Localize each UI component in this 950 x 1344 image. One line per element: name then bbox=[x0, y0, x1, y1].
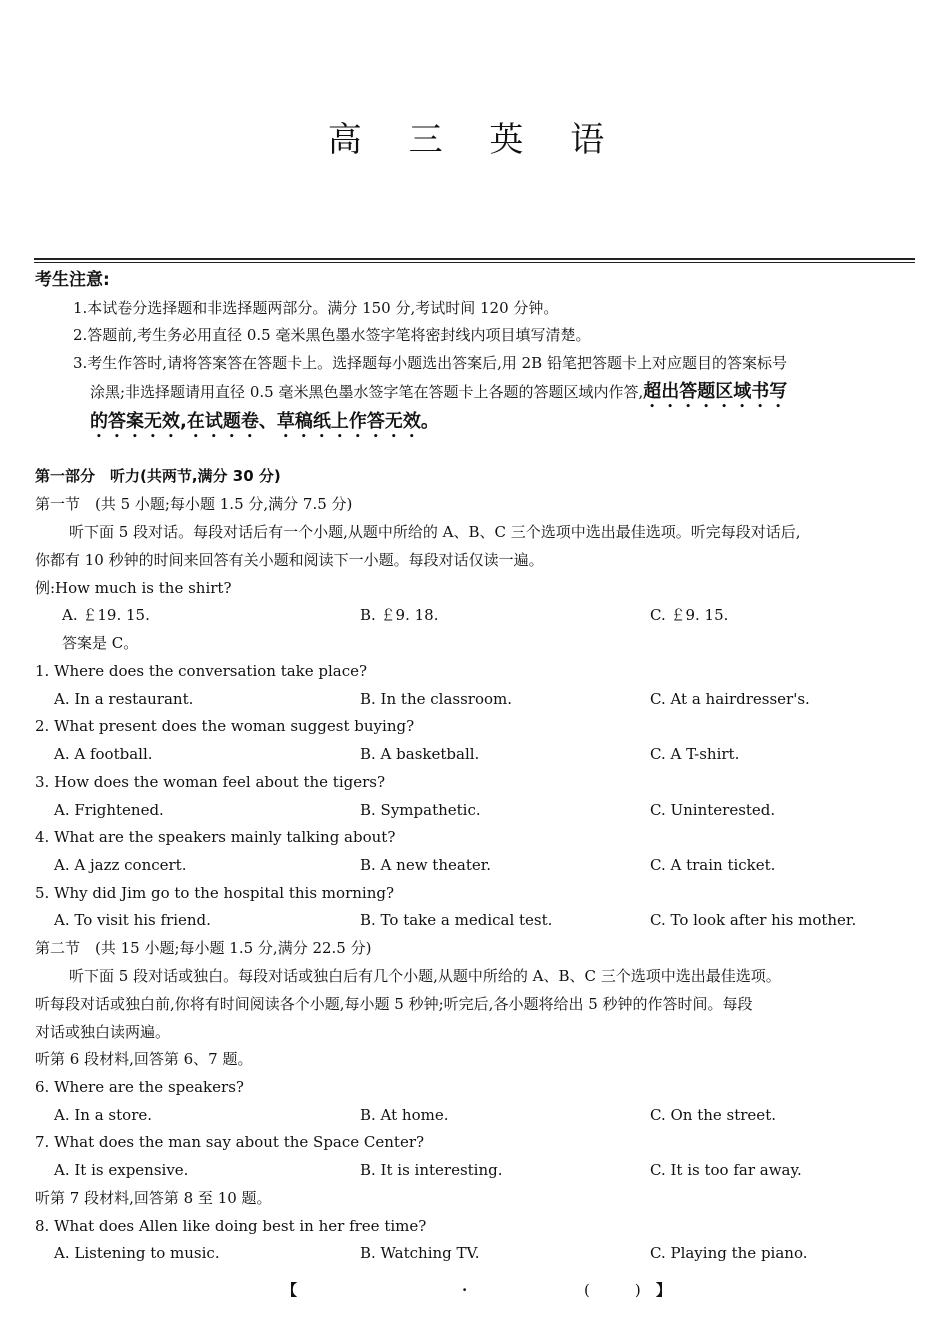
section2-instruction-line-3: 对话或独白读两遍。 bbox=[35, 1023, 171, 1041]
top-double-rule-thin bbox=[34, 262, 915, 263]
example-option-c: C. ￡9. 15. bbox=[650, 606, 729, 624]
q8-option-a: A. Listening to music. bbox=[54, 1244, 220, 1262]
question-6: 6. Where are the speakers? bbox=[35, 1078, 244, 1096]
q3-option-c: C. Uninterested. bbox=[650, 801, 776, 819]
section1-instruction-line-1: 听下面 5 段对话。每段对话后有一个小题,从题中所给的 A、B、C 三个选项中选出最佳选项。听完每段对话后, bbox=[69, 523, 801, 541]
notice-item-3-line-2 bbox=[35, 378, 950, 412]
footer-right-bracket: 】 bbox=[656, 1281, 672, 1299]
q6-option-a: A. In a store. bbox=[54, 1106, 153, 1124]
top-double-rule bbox=[34, 258, 915, 260]
q2-option-b: B. A basketball. bbox=[360, 745, 480, 763]
q1-option-a: A. In a restaurant. bbox=[54, 690, 194, 708]
q3-option-a: A. Frightened. bbox=[54, 801, 164, 819]
question-8: 8. What does Allen like doing best in her free time? bbox=[35, 1217, 427, 1235]
q7-option-c: C. It is too far away. bbox=[650, 1161, 802, 1179]
example-option-a: A. ￡19. 15. bbox=[62, 606, 150, 624]
notice-item-2: 2.答题前,考生务必用直径 0.5 毫米黑色墨水签字笔将密封线内项目填写清楚。 bbox=[73, 326, 591, 344]
q3-option-b: B. Sympathetic. bbox=[360, 801, 481, 819]
notice-item-3-line-3 bbox=[35, 408, 950, 442]
q6-option-c: C. On the street. bbox=[650, 1106, 776, 1124]
example-answer: 答案是 C。 bbox=[62, 634, 139, 652]
notice-item-3-emphasis-b: 的答案无效,在试题卷、草稿纸上作答无效。 bbox=[90, 411, 439, 432]
q8-option-b: B. Watching TV. bbox=[360, 1244, 480, 1262]
q2-option-c: C. A T-shirt. bbox=[650, 745, 740, 763]
notice-heading: 考生注意: bbox=[35, 270, 110, 290]
q1-option-c: C. At a hairdresser's. bbox=[650, 690, 810, 708]
question-4: 4. What are the speakers mainly talking about? bbox=[35, 828, 396, 846]
material-6-heading: 听第 6 段材料,回答第 6、7 题。 bbox=[35, 1050, 253, 1068]
question-3: 3. How does the woman feel about the tigers? bbox=[35, 773, 386, 791]
q4-option-c: C. A train ticket. bbox=[650, 856, 776, 874]
notice-item-3-plain: 涂黑;非选择题请用直径 0.5 毫米黑色墨水签字笔在答题卡上各题的答题区域内作答, bbox=[90, 383, 644, 401]
material-7-heading: 听第 7 段材料,回答第 8 至 10 题。 bbox=[35, 1189, 272, 1207]
page-title: 高 三 英 语 bbox=[327, 120, 623, 160]
q2-option-a: A. A football. bbox=[54, 745, 153, 763]
question-1: 1. Where does the conversation take place? bbox=[35, 662, 368, 680]
section2-heading: 第二节 (共 15 小题;每小题 1.5 分,满分 22.5 分) bbox=[35, 939, 372, 957]
footer-paren: ( ) bbox=[584, 1281, 641, 1299]
question-5: 5. Why did Jim go to the hospital this morning? bbox=[35, 884, 394, 902]
question-7: 7. What does the man say about the Space Center? bbox=[35, 1133, 425, 1151]
q4-option-b: B. A new theater. bbox=[360, 856, 492, 874]
footer-dot: · bbox=[462, 1281, 468, 1299]
part1-heading: 第一部分 听力(共两节,满分 30 分) bbox=[35, 467, 281, 485]
notice-item-1: 1.本试卷分选择题和非选择题两部分。满分 150 分,考试时间 120 分钟。 bbox=[73, 299, 559, 317]
example-option-b: B. ￡9. 18. bbox=[360, 606, 439, 624]
q4-option-a: A. A jazz concert. bbox=[54, 856, 187, 874]
notice-item-3-emphasis-a: 超出答题区域书写 bbox=[643, 381, 788, 402]
footer-left-bracket: 【 bbox=[282, 1281, 298, 1299]
q8-option-c: C. Playing the piano. bbox=[650, 1244, 808, 1262]
example-question: 例:How much is the shirt? bbox=[35, 579, 232, 597]
section1-instruction-line-2: 你都有 10 秒钟的时间来回答有关小题和阅读下一小题。每段对话仅读一遍。 bbox=[35, 551, 544, 569]
notice-item-3-line-1: 3.考生作答时,请将答案答在答题卡上。选择题每小题选出答案后,用 2B 铅笔把答题卡上对应题目的答案标号 bbox=[73, 354, 787, 372]
q7-option-a: A. It is expensive. bbox=[54, 1161, 189, 1179]
section2-instruction-line-1: 听下面 5 段对话或独白。每段对话或独白后有几个小题,从题中所给的 A、B、C 三个选项中选出最佳选项。 bbox=[69, 967, 781, 985]
q6-option-b: B. At home. bbox=[360, 1106, 449, 1124]
q5-option-b: B. To take a medical test. bbox=[360, 911, 553, 929]
q7-option-b: B. It is interesting. bbox=[360, 1161, 503, 1179]
q5-option-c: C. To look after his mother. bbox=[650, 911, 857, 929]
section2-instruction-line-2: 听每段对话或独白前,你将有时间阅读各个小题,每小题 5 秒钟;听完后,各小题将给出 5 秒钟的作答时间。每段 bbox=[35, 995, 753, 1013]
question-2: 2. What present does the woman suggest buying? bbox=[35, 717, 415, 735]
q1-option-b: B. In the classroom. bbox=[360, 690, 513, 708]
section1-heading: 第一节 (共 5 小题;每小题 1.5 分,满分 7.5 分) bbox=[35, 495, 353, 513]
q5-option-a: A. To visit his friend. bbox=[54, 911, 211, 929]
